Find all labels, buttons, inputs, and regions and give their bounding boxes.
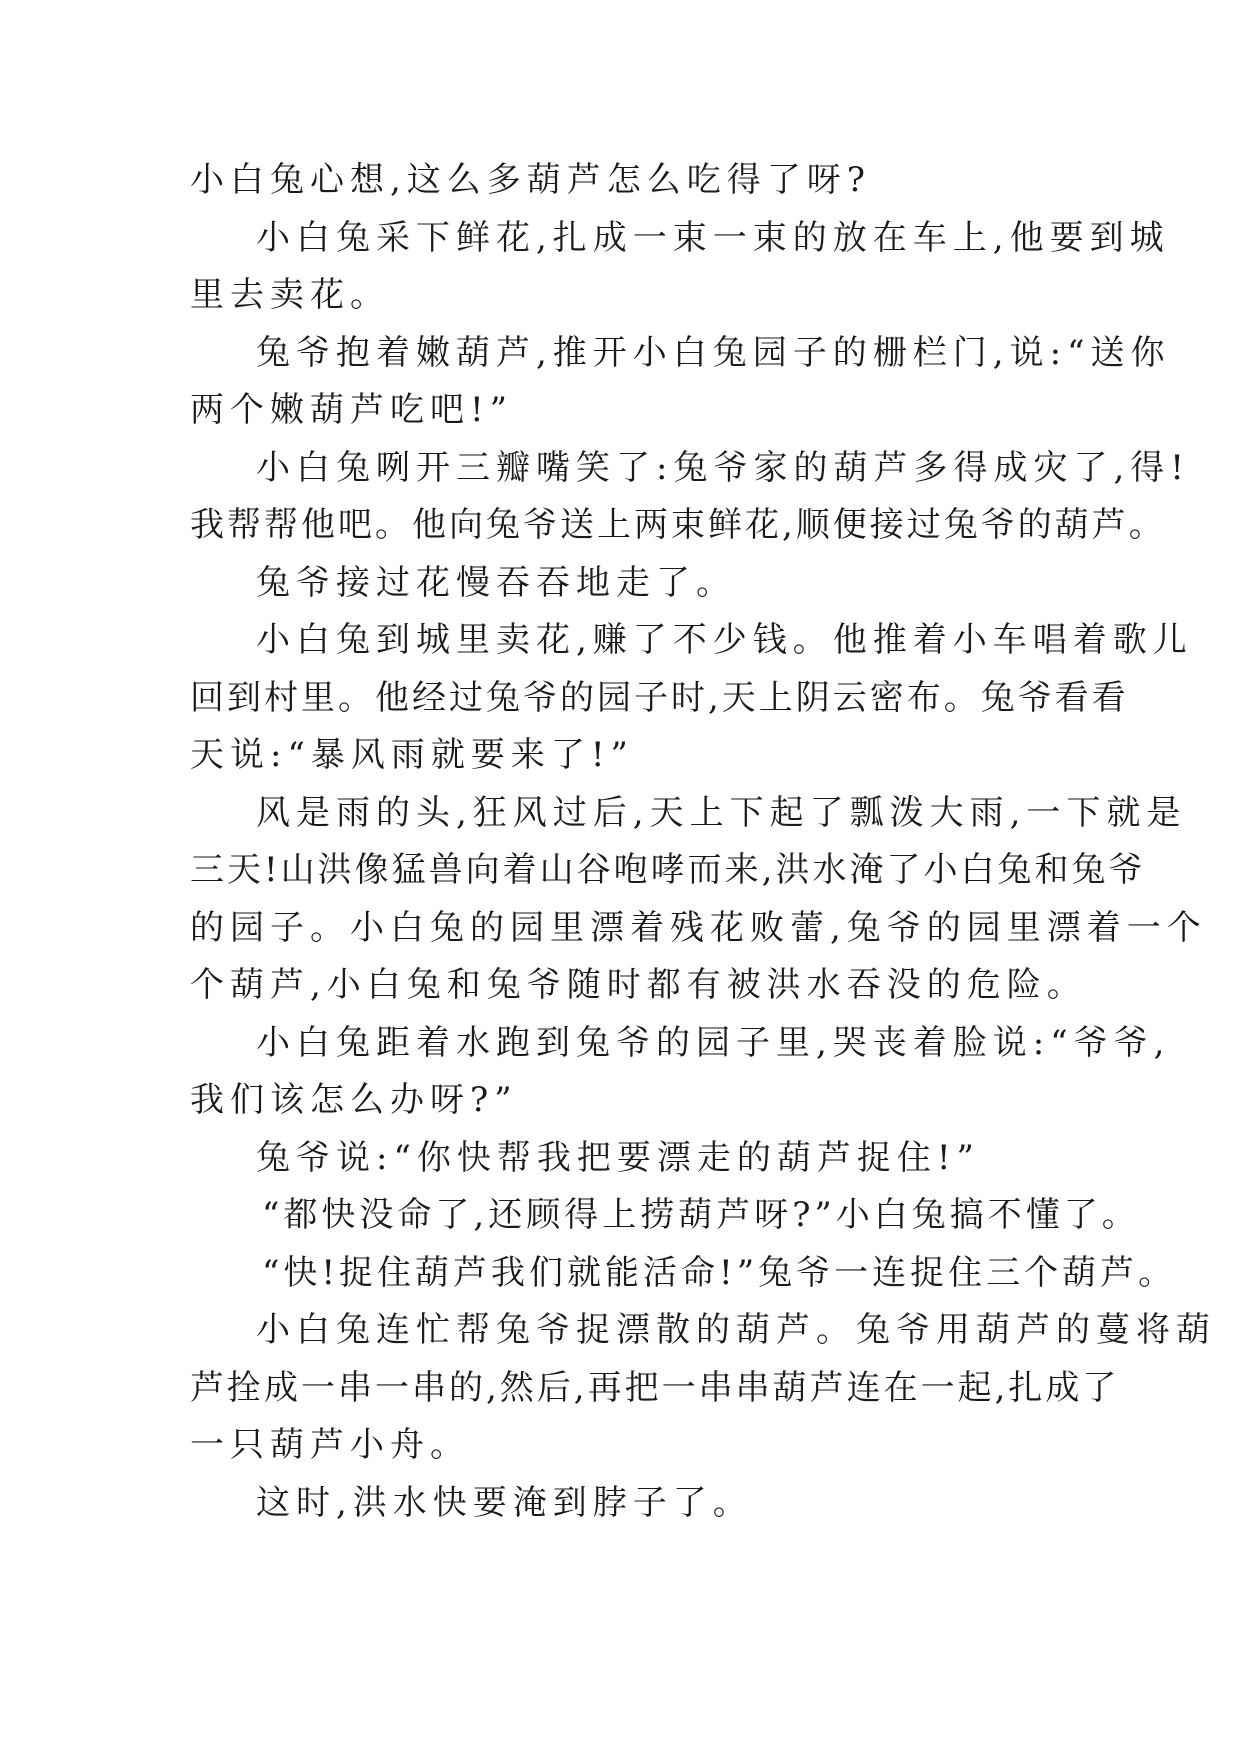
text-line: 兔爷抱着嫩葫芦,推开小白兔园子的栅栏门,说:“送你 xyxy=(256,332,1171,373)
text-line: 风是雨的头,狂风过后,天上下起了瓢泼大雨,一下就是 xyxy=(256,792,1187,833)
text-line: 个葫芦,小白兔和兔爷随时都有被洪水吞没的危险。 xyxy=(190,965,1087,1005)
text-line: 小白兔到城里卖花,赚了不少钱。他推着小车唱着歌儿 xyxy=(256,620,1193,660)
text-line: 的园子。小白兔的园里漂着残花败蕾,兔爷的园里漂着一个 xyxy=(190,907,1207,948)
text-line: 芦拴成一串一串的,然后,再把一串串葫芦连在一起,扎成了 xyxy=(190,1367,1120,1408)
text-line: 三天!山洪像猛兽向着山谷咆哮而来,洪水淹了小白兔和兔爷 xyxy=(190,850,1146,890)
text-line: 我们该怎么办呀?” xyxy=(190,1080,518,1120)
text-line: 我帮帮他吧。他向兔爷送上两束鲜花,顺便接过兔爷的葫芦。 xyxy=(190,505,1166,545)
text-line: 兔爷说:“你快帮我把要漂走的葫芦捉住!” xyxy=(256,1137,980,1178)
text-line: 天说:“暴风雨就要来了!” xyxy=(190,735,634,775)
document-page xyxy=(190,152,1216,1532)
text-line: 小白兔距着水跑到兔爷的园子里,哭丧着脸说:“爷爷, xyxy=(256,1022,1171,1063)
text-line: 小白兔连忙帮兔爷捉漂散的葫芦。兔爷用葫芦的蔓将葫 xyxy=(256,1310,1216,1350)
text-line: 里去卖花。 xyxy=(190,275,390,315)
text-line: “都快没命了,还顾得上捞葫芦呀?”小白兔搞不懂了。 xyxy=(262,1195,1140,1235)
text-line: 一只葫芦小舟。 xyxy=(190,1425,470,1465)
text-line: 小白兔心想,这么多葫芦怎么吃得了呀? xyxy=(190,160,872,200)
text-line: 小白兔咧开三瓣嘴笑了:兔爷家的葫芦多得成灾了,得! xyxy=(256,447,1190,488)
text-line: “快!捉住葫芦我们就能活命!”兔爷一连捉住三个葫芦。 xyxy=(262,1252,1177,1293)
text-line: 这时,洪水快要淹到脖子了。 xyxy=(256,1482,753,1523)
text-line: 两个嫩葫芦吃吧!” xyxy=(190,390,514,430)
text-line: 兔爷接过花慢吞吞地走了。 xyxy=(256,562,736,603)
text-line: 小白兔采下鲜花,扎成一束一束的放在车上,他要到城 xyxy=(256,217,1170,258)
text-line: 回到村里。他经过兔爷的园子时,天上阴云密布。兔爷看看 xyxy=(190,677,1129,718)
